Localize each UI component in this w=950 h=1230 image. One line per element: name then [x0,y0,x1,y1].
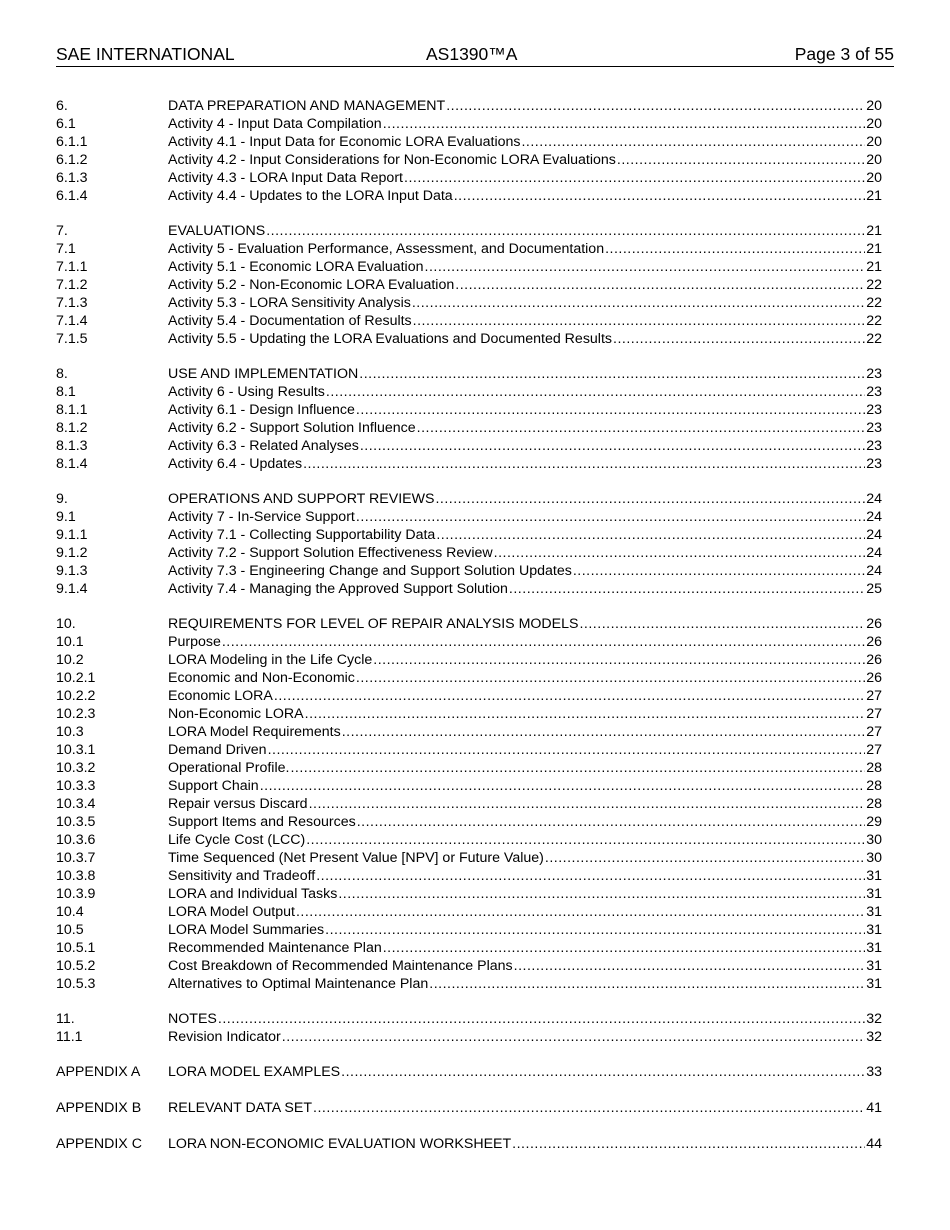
toc-entry-number: 6.1.1 [56,134,88,150]
toc-entry-page: 23 [866,402,882,418]
toc-entry [56,276,882,294]
toc-entry [56,169,882,187]
toc-dot-leader [512,1135,865,1153]
toc-dot-leader [425,258,866,276]
toc-dot-leader [454,187,866,205]
toc-entry-title: Activity 5.3 - LORA Sensitivity Analysis [168,295,411,311]
toc-section [56,222,882,348]
toc-entry-title: LORA NON-ECONOMIC EVALUATION WORKSHEET [168,1136,512,1152]
toc-section [56,1135,882,1153]
toc-entry [56,957,882,975]
toc-entry-number: 10.4 [56,904,84,920]
toc-entry-title: Economic LORA [168,688,273,704]
toc-dot-leader [573,562,865,580]
toc-dot-leader [545,849,865,867]
toc-entry-page: 22 [866,277,882,293]
toc-dot-leader [446,97,865,115]
toc-dot-leader [356,508,865,526]
toc-entry-number: 10.3.9 [56,886,96,902]
toc-entry [56,921,882,939]
toc-entry [56,312,882,330]
toc-entry-number: 11.1 [56,1029,83,1045]
toc-entry [56,187,882,205]
toc-entry-title: LORA and Individual Tasks [168,886,338,902]
toc-entry-title: RELEVANT DATA SET [168,1100,313,1116]
toc-section [56,490,882,598]
toc-entry-title: Activity 4.1 - Input Data for Economic LORA Evaluations [168,134,521,150]
toc-entry-page: 29 [866,814,882,830]
toc-entry-page: 31 [866,976,882,992]
toc-entry-number: 7.1 [56,241,76,257]
toc-entry-number: 6.1.3 [56,170,88,186]
toc-dot-leader [356,401,865,419]
toc-dot-leader [316,867,865,885]
toc-entry [56,490,882,508]
toc-entry-page: 24 [866,491,882,507]
toc-entry-title: Support Chain [168,778,259,794]
toc-entry-title: Activity 7.4 - Managing the Approved Support Solution [168,581,508,597]
toc-entry-number: 10.2.2 [56,688,96,704]
toc-entry-title: Activity 7.1 - Collecting Supportability Data [168,527,436,543]
toc-entry-title: Activity 4.4 - Updates to the LORA Input Data [168,188,453,204]
toc-section [56,1010,882,1046]
toc-entry-page: 20 [866,116,882,132]
toc-entry [56,867,882,885]
toc-dot-leader [514,957,866,975]
toc-entry-page: 28 [866,760,882,776]
toc-entry [56,1028,882,1046]
toc-entry-page: 27 [866,706,882,722]
toc-entry-number: 6.1.2 [56,152,88,168]
toc-entry-page: 23 [866,438,882,454]
toc-entry-title: Non-Economic LORA [168,706,304,722]
toc-entry-number: 10.3.6 [56,832,96,848]
toc-entry-page: 26 [866,652,882,668]
toc-entry [56,365,882,383]
toc-entry-title: Activity 6.4 - Updates [168,456,303,472]
toc-dot-leader [412,294,865,312]
toc-entry-title: Repair versus Discard [168,796,308,812]
toc-entry-title: Activity 6.3 - Related Analyses [168,438,359,454]
toc-entry-number: 8.1.2 [56,420,88,436]
toc-dot-leader [341,1063,865,1081]
toc-entry-page: 31 [866,904,882,920]
toc-entry [56,580,882,598]
toc-dot-leader [309,795,866,813]
toc-entry [56,1135,882,1153]
toc-entry-title: Alternatives to Optimal Maintenance Plan [168,976,429,992]
toc-entry [56,903,882,921]
toc-entry [56,455,882,473]
toc-entry-title: Activity 5 - Evaluation Performance, Assessment, and Documentation [168,241,605,257]
toc-entry-title: Economic and Non-Economic [168,670,355,686]
toc-entry-number: 10.3.4 [56,796,96,812]
toc-entry-title: Recommended Maintenance Plan [168,940,382,956]
toc-entry [56,1099,882,1117]
toc-dot-leader [429,975,865,993]
toc-entry-title: Activity 6.2 - Support Solution Influence [168,420,416,436]
toc-entry-page: 24 [866,509,882,525]
toc-dot-leader [413,312,866,330]
toc-entry [56,240,882,258]
toc-entry-page: 22 [866,313,882,329]
toc-dot-leader [268,741,866,759]
toc-entry-number: 6.1 [56,116,76,132]
toc-entry-page: 32 [866,1011,882,1027]
toc-entry-title: Revision Indicator [168,1029,281,1045]
toc-dot-leader [290,759,865,777]
toc-dot-leader [579,615,865,633]
toc-entry-number: 6.1.4 [56,188,88,204]
toc-dot-leader [303,455,865,473]
toc-dot-leader [222,633,865,651]
toc-entry-page: 30 [866,850,882,866]
toc-entry [56,115,882,133]
toc-entry-page: 23 [866,366,882,382]
toc-entry [56,831,882,849]
toc-dot-leader [306,831,865,849]
toc-entry-number: 6. [56,98,68,114]
toc-entry-title: Sensitivity and Tradeoff [168,868,316,884]
toc-entry-page: 24 [866,563,882,579]
toc-entry-page: 26 [866,634,882,650]
toc-dot-leader [282,1028,865,1046]
toc-entry [56,849,882,867]
toc-entry-page: 20 [866,152,882,168]
toc-entry-title: Activity 6.1 - Design Influence [168,402,355,418]
toc-entry-page: 27 [866,724,882,740]
toc-entry-number: 9.1.4 [56,581,88,597]
toc-entry-page: 25 [866,581,882,597]
toc-dot-leader [305,705,866,723]
toc-dot-leader [521,133,865,151]
toc-dot-leader [509,580,865,598]
toc-entry [56,723,882,741]
toc-entry-page: 23 [866,384,882,400]
toc-entry-title: NOTES [168,1011,217,1027]
toc-dot-leader [617,151,865,169]
header-page-number: Page 3 of 55 [794,44,894,64]
toc-entry [56,741,882,759]
toc-entry-page: 31 [866,868,882,884]
toc-entry-page: 22 [866,295,882,311]
toc-entry-number: 7. [56,223,68,239]
toc-entry-number: 10.3.1 [56,742,96,758]
toc-entry-number: 7.1.3 [56,295,88,311]
toc-entry [56,151,882,169]
toc-entry-title: Activity 5.2 - Non-Economic LORA Evaluation [168,277,455,293]
toc-entry-page: 23 [866,456,882,472]
toc-entry-title: LORA MODEL EXAMPLES [168,1064,341,1080]
toc-entry-title: Demand Driven [168,742,267,758]
toc-entry-title: LORA Modeling in the Life Cycle [168,652,373,668]
toc-entry [56,687,882,705]
toc-entry-title: Activity 5.1 - Economic LORA Evaluation [168,259,424,275]
toc-entry-number: 8. [56,366,68,382]
toc-entry-page: 20 [866,134,882,150]
toc-dot-leader [326,383,865,401]
toc-entry-page: 31 [866,886,882,902]
toc-entry-title: Time Sequenced (Net Present Value [NPV] or Future Value) [168,850,544,866]
toc-entry-title: Cost Breakdown of Recommended Maintenance Plans [168,958,513,974]
toc-entry [56,633,882,651]
toc-entry [56,669,882,687]
toc-entry [56,1010,882,1028]
toc-entry [56,383,882,401]
toc-entry-page: 41 [866,1100,882,1116]
toc-entry-number: 10. [56,616,76,632]
toc-entry-title: Activity 7.2 - Support Solution Effectiveness Review [168,545,493,561]
toc-entry-number: 7.1.4 [56,313,88,329]
toc-entry-page: 32 [866,1029,882,1045]
toc-entry-number: 7.1.2 [56,277,88,293]
toc-dot-leader [342,723,866,741]
toc-entry-page: 24 [866,545,882,561]
toc-section [56,1063,882,1081]
toc-entry-page: 27 [866,742,882,758]
toc-entry-page: 20 [866,98,882,114]
toc-entry-title: Activity 5.5 - Updating the LORA Evaluations and Documented Results [168,331,612,347]
toc-entry-page: 30 [866,832,882,848]
toc-entry-number: 10.2.3 [56,706,96,722]
toc-entry-page: 20 [866,170,882,186]
toc-entry-page: 33 [866,1064,882,1080]
toc-dot-leader [313,1099,865,1117]
toc-entry-page: 31 [866,940,882,956]
header-organization: SAE INTERNATIONAL [56,44,235,64]
toc-entry-number: 10.3.7 [56,850,96,866]
toc-entry-number: 10.5.2 [56,958,96,974]
toc-entry [56,222,882,240]
toc-entry-number: 11. [56,1011,75,1027]
toc-dot-leader [218,1010,865,1028]
toc-entry [56,508,882,526]
toc-entry-title: LORA Model Summaries [168,922,325,938]
toc-entry-number: 10.2 [56,652,84,668]
toc-entry [56,1063,882,1081]
toc-entry-title: Purpose [168,634,221,650]
toc-entry-title: Activity 6 - Using Results [168,384,325,400]
toc-entry [56,705,882,723]
toc-entry-number: 10.5.3 [56,976,96,992]
toc-entry-number: 10.3.2 [56,760,96,776]
toc-entry-number: 8.1.1 [56,402,88,418]
toc-entry-page: 23 [866,420,882,436]
toc-entry-number: 10.2.1 [56,670,96,686]
toc-entry-title: Operational Profile. [168,760,290,776]
toc-entry [56,330,882,348]
toc-entry-number: 8.1 [56,384,76,400]
toc-entry-title: Activity 7.3 - Engineering Change and Support Solution Updates [168,563,572,579]
toc-entry-number: APPENDIX A [56,1064,141,1080]
toc-entry [56,885,882,903]
toc-entry [56,401,882,419]
toc-entry-title: DATA PREPARATION AND MANAGEMENT [168,98,446,114]
toc-entry [56,562,882,580]
toc-dot-leader [356,669,865,687]
toc-dot-leader [338,885,865,903]
toc-dot-leader [260,777,866,795]
toc-entry-number: 10.5 [56,922,84,938]
toc-entry [56,651,882,669]
toc-dot-leader [605,240,865,258]
toc-entry [56,133,882,151]
toc-entry-title: EVALUATIONS [168,223,266,239]
toc-entry-number: 9. [56,491,68,507]
toc-entry-page: 26 [866,616,882,632]
page-header [56,43,894,67]
toc-entry-title: LORA Model Requirements [168,724,341,740]
toc-entry-page: 21 [866,241,882,257]
toc-entry-title: USE AND IMPLEMENTATION [168,366,359,382]
toc-entry-title: OPERATIONS AND SUPPORT REVIEWS [168,491,435,507]
toc-dot-leader [296,903,865,921]
toc-entry-number: 7.1.1 [56,259,88,275]
toc-dot-leader [435,490,865,508]
toc-dot-leader [494,544,866,562]
toc-entry [56,813,882,831]
toc-section [56,365,882,473]
toc-entry-number: 10.1 [56,634,84,650]
toc-entry-number: 10.3.3 [56,778,96,794]
toc-section [56,1099,882,1117]
toc-entry [56,419,882,437]
toc-entry [56,615,882,633]
toc-dot-leader [404,169,865,187]
toc-dot-leader [359,365,865,383]
toc-entry-title: Activity 4.3 - LORA Input Data Report [168,170,403,186]
toc-dot-leader [613,330,865,348]
toc-entry-number: 8.1.4 [56,456,88,472]
toc-dot-leader [274,687,865,705]
toc-entry [56,437,882,455]
toc-entry-page: 44 [866,1136,882,1152]
toc-entry-number: 9.1.1 [56,527,88,543]
toc-dot-leader [357,813,866,831]
toc-dot-leader [383,115,866,133]
toc-entry-page: 24 [866,527,882,543]
header-document-id: AS1390™A [426,44,518,64]
toc-entry-title: Activity 4.2 - Input Considerations for Non-Economic LORA Evaluations [168,152,616,168]
toc-dot-leader [436,526,865,544]
toc-entry-number: 10.5.1 [56,940,96,956]
toc-entry [56,526,882,544]
toc-entry [56,97,882,115]
toc-entry-number: 10.3.5 [56,814,96,830]
toc-entry-number: 8.1.3 [56,438,88,454]
toc-entry-title: Activity 4 - Input Data Compilation [168,116,382,132]
toc-entry-page: 26 [866,670,882,686]
toc-entry [56,975,882,993]
toc-dot-leader [373,651,865,669]
toc-entry-title: Life Cycle Cost (LCC) [168,832,306,848]
toc-entry [56,777,882,795]
toc-entry [56,939,882,957]
toc-entry-title: LORA Model Output [168,904,295,920]
toc-entry-number: APPENDIX B [56,1100,142,1116]
toc-entry-title: REQUIREMENTS FOR LEVEL OF REPAIR ANALYSIS MODELS [168,616,579,632]
toc-entry-page: 31 [866,958,882,974]
toc-entry-page: 22 [866,331,882,347]
toc-entry-number: APPENDIX C [56,1136,142,1152]
toc-entry [56,294,882,312]
toc-section [56,97,882,205]
toc-entry-number: 10.3 [56,724,84,740]
toc-dot-leader [417,419,866,437]
toc-dot-leader [266,222,865,240]
toc-entry-number: 7.1.5 [56,331,88,347]
toc-entry-page: 21 [866,223,882,239]
toc-entry-title: Support Items and Resources [168,814,356,830]
toc-entry [56,795,882,813]
table-of-contents [56,97,882,1171]
toc-dot-leader [360,437,865,455]
toc-section [56,615,882,993]
toc-entry-page: 27 [866,688,882,704]
toc-dot-leader [383,939,865,957]
toc-entry-number: 9.1.2 [56,545,88,561]
toc-entry-page: 28 [866,796,882,812]
toc-entry-page: 28 [866,778,882,794]
toc-entry-page: 31 [866,922,882,938]
toc-entry-page: 21 [866,259,882,275]
toc-entry-title: Activity 5.4 - Documentation of Results [168,313,412,329]
toc-entry [56,759,882,777]
toc-entry-page: 21 [866,188,882,204]
toc-entry-number: 9.1.3 [56,563,88,579]
toc-entry [56,544,882,562]
toc-entry-number: 10.3.8 [56,868,96,884]
toc-entry-number: 9.1 [56,509,76,525]
toc-entry-title: Activity 7 - In-Service Support [168,509,355,525]
toc-dot-leader [325,921,865,939]
toc-entry [56,258,882,276]
toc-dot-leader [455,276,865,294]
